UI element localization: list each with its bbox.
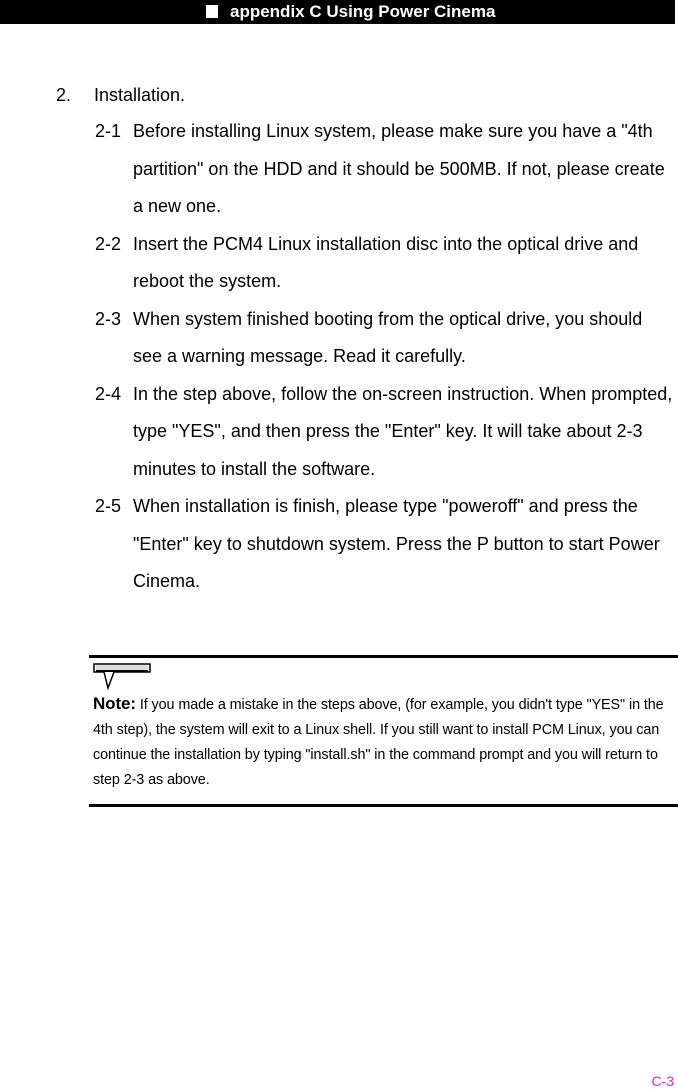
page-header (0, 0, 675, 24)
installation-steps-list (95, 113, 675, 601)
section-number: 2. (56, 85, 72, 105)
page-number: C-3 (651, 1073, 674, 1089)
step-number: 2-5 (95, 496, 122, 516)
step-text: In the step above, follow the on-screen instruction. When prompted, type "YES", and then press the "Enter" key. It will take about 2-3 minutes to install the software. (133, 383, 673, 479)
header-title: appendix C Using Power Cinema (230, 2, 496, 21)
step-text: When installation is finish, please type "poweroff" and press the "Enter" key to shutdown system. Press the P button to start Power Cinema. (133, 496, 660, 591)
step-item (95, 488, 675, 601)
section-title: Installation. (94, 85, 186, 105)
step-number: 2-2 (95, 233, 122, 254)
step-text: Before installing Linux system, please make sure you have a "4th partition" on the HDD and it should be 500MB. If not, please create a new one. (133, 121, 665, 216)
note-content (93, 691, 677, 793)
note-box (89, 655, 678, 807)
step-text: Insert the PCM4 Linux installation disc into the optical drive and reboot the system. (133, 233, 639, 291)
section-heading (56, 84, 185, 106)
step-item (95, 113, 675, 226)
note-text: If you made a mistake in the steps above, (for example, you didn't type "YES" in the 4th step), the system will exit to a Linux shell. If you still want to install PCM Linux, you can continue the installation by typing "install.sh" in the command prompt and you will return to step 2-3 as above. (93, 697, 664, 788)
step-number: 2-1 (95, 121, 122, 141)
step-text: When system finished booting from the optical drive, you should see a warning message. Read it carefully. (133, 308, 643, 366)
square-bullet-icon (206, 5, 218, 18)
step-number: 2-3 (95, 308, 122, 329)
note-label: Note: (93, 694, 136, 713)
step-item (95, 301, 675, 376)
step-number: 2-4 (95, 383, 122, 404)
step-item (95, 226, 675, 301)
note-icon (92, 662, 152, 692)
step-item (95, 376, 675, 489)
